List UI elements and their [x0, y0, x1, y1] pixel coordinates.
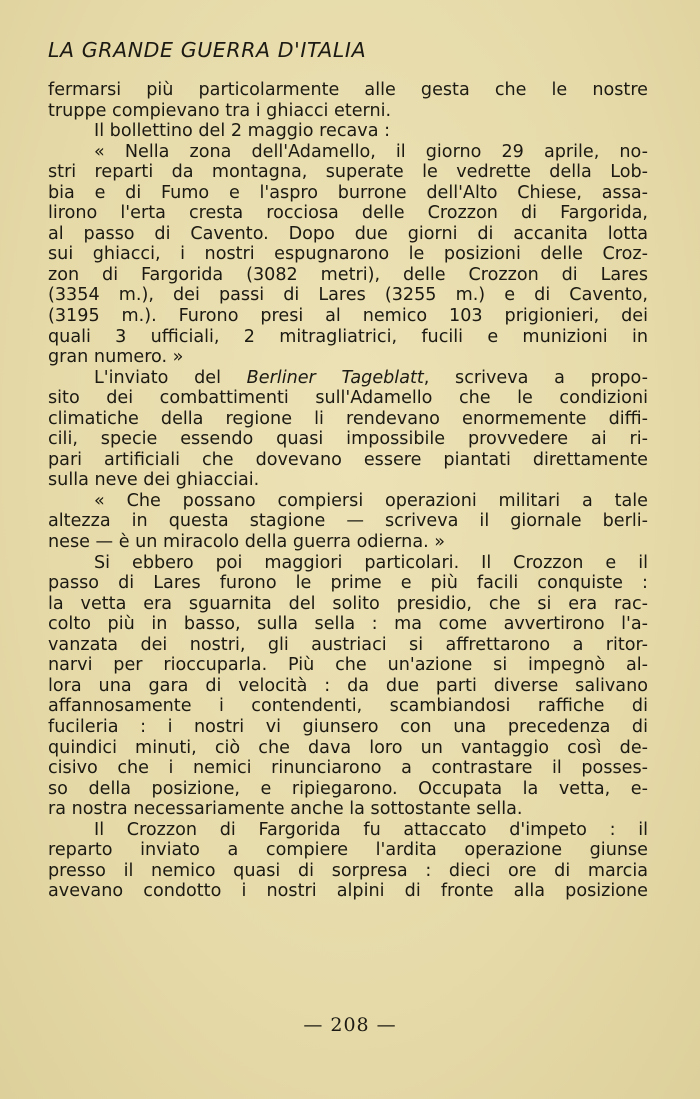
text-line: cisivo che i nemici rinunciarono a contrastare il posses- [48, 758, 648, 779]
text-line: narvi per rioccuparla. Più che un'azione si impegnò al- [48, 655, 648, 676]
text-line: « Nella zona dell'Adamello, il giorno 29 aprile, no- [94, 141, 648, 162]
text-line: bia e di Fumo e l'aspro burrone dell'Alto Chiese, assa- [48, 182, 648, 203]
book-page [48, 36, 648, 902]
newspaper-title: Berliner Tageblatt [246, 367, 424, 388]
text-line: passo di Lares furono le prime e più facili conquiste : [48, 573, 648, 594]
text-line: quali 3 ufficiali, 2 mitragliatrici, fucili e munizioni in [48, 326, 648, 347]
running-head: LA GRANDE GUERRA D'ITALIA [48, 38, 367, 62]
text-line: climatiche della regione li rendevano enormemente diffi- [48, 408, 648, 429]
text-line: ra nostra necessariamente anche la sottostante sella. [48, 799, 523, 820]
text-line: presso il nemico quasi di sorpresa : dieci ore di marcia [48, 860, 648, 881]
text-line: sulla neve dei ghiacciai. [48, 470, 260, 491]
text-run: L'inviato del [94, 367, 247, 388]
text-line: reparto inviato a compiere l'ardita operazione giunse [48, 840, 648, 861]
text-run: , scriveva a propo- [423, 367, 648, 388]
body-text [48, 80, 648, 902]
text-line: sito dei combattimenti sull'Adamello che le condizioni [48, 388, 648, 409]
page-number: — 208 — [303, 1014, 397, 1036]
text-line: nese — è un miracolo della guerra odierna. » [48, 532, 446, 553]
text-line: « Che possano compiersi operazioni militari a tale [94, 490, 648, 511]
text-line: gran numero. » [48, 347, 184, 368]
text-line: al passo di Cavento. Dopo due giorni di accanita lotta [48, 223, 648, 244]
text-line: sui ghiacci, i nostri espugnarono le posizioni delle Croz- [48, 244, 648, 265]
text-line: (3195 m.). Furono presi al nemico 103 prigionieri, dei [48, 306, 648, 327]
text-line: colto più in basso, sulla sella : ma come avvertirono l'a- [48, 614, 648, 635]
text-line: fucileria : i nostri vi giunsero con una precedenza di [48, 716, 648, 737]
text-line: fermarsi più particolarmente alle gesta che le nostre [48, 80, 648, 100]
text-line: affannosamente i contendenti, scambiandosi raffiche di [48, 696, 648, 717]
text-line: la vetta era sguarnita del solito presidio, che si era rac- [48, 593, 648, 614]
text-line: pari artificiali che dovevano essere piantati direttamente [48, 449, 648, 470]
text-line [48, 368, 648, 389]
text-line: lora una gara di velocità : da due parti diverse salivano [48, 675, 648, 696]
text-line: vanzata dei nostri, gli austriaci si affrettarono a ritor- [48, 634, 648, 655]
text-line: quindici minuti, ciò che dava loro un vantaggio così de- [48, 737, 648, 758]
text-line: lirono l'erta cresta rocciosa delle Crozzon di Fargorida, [48, 203, 648, 224]
text-line: Si ebbero poi maggiori particolari. Il Crozzon e il [94, 552, 648, 573]
text-line: Il bollettino del 2 maggio recava : [94, 121, 390, 142]
text-line: stri reparti da montagna, superate le vedrette della Lob- [48, 162, 648, 183]
text-line: (3354 m.), dei passi di Lares (3255 m.) e di Cavento, [48, 285, 648, 306]
text-line: Il Crozzon di Fargorida fu attaccato d'impeto : il [94, 819, 648, 840]
text-line: altezza in questa stagione — scriveva il giornale berli- [48, 511, 648, 532]
text-line: so della posizione, e ripiegarono. Occupata la vetta, e- [48, 778, 648, 799]
text-line: truppe compievano tra i ghiacci eterni. [48, 100, 392, 121]
text-line: cili, specie essendo quasi impossibile provvedere ai ri- [48, 429, 648, 450]
text-line: zon di Fargorida (3082 metri), delle Crozzon di Lares [48, 264, 648, 285]
text-line: avevano condotto i nostri alpini di fronte alla posizione [48, 881, 648, 902]
